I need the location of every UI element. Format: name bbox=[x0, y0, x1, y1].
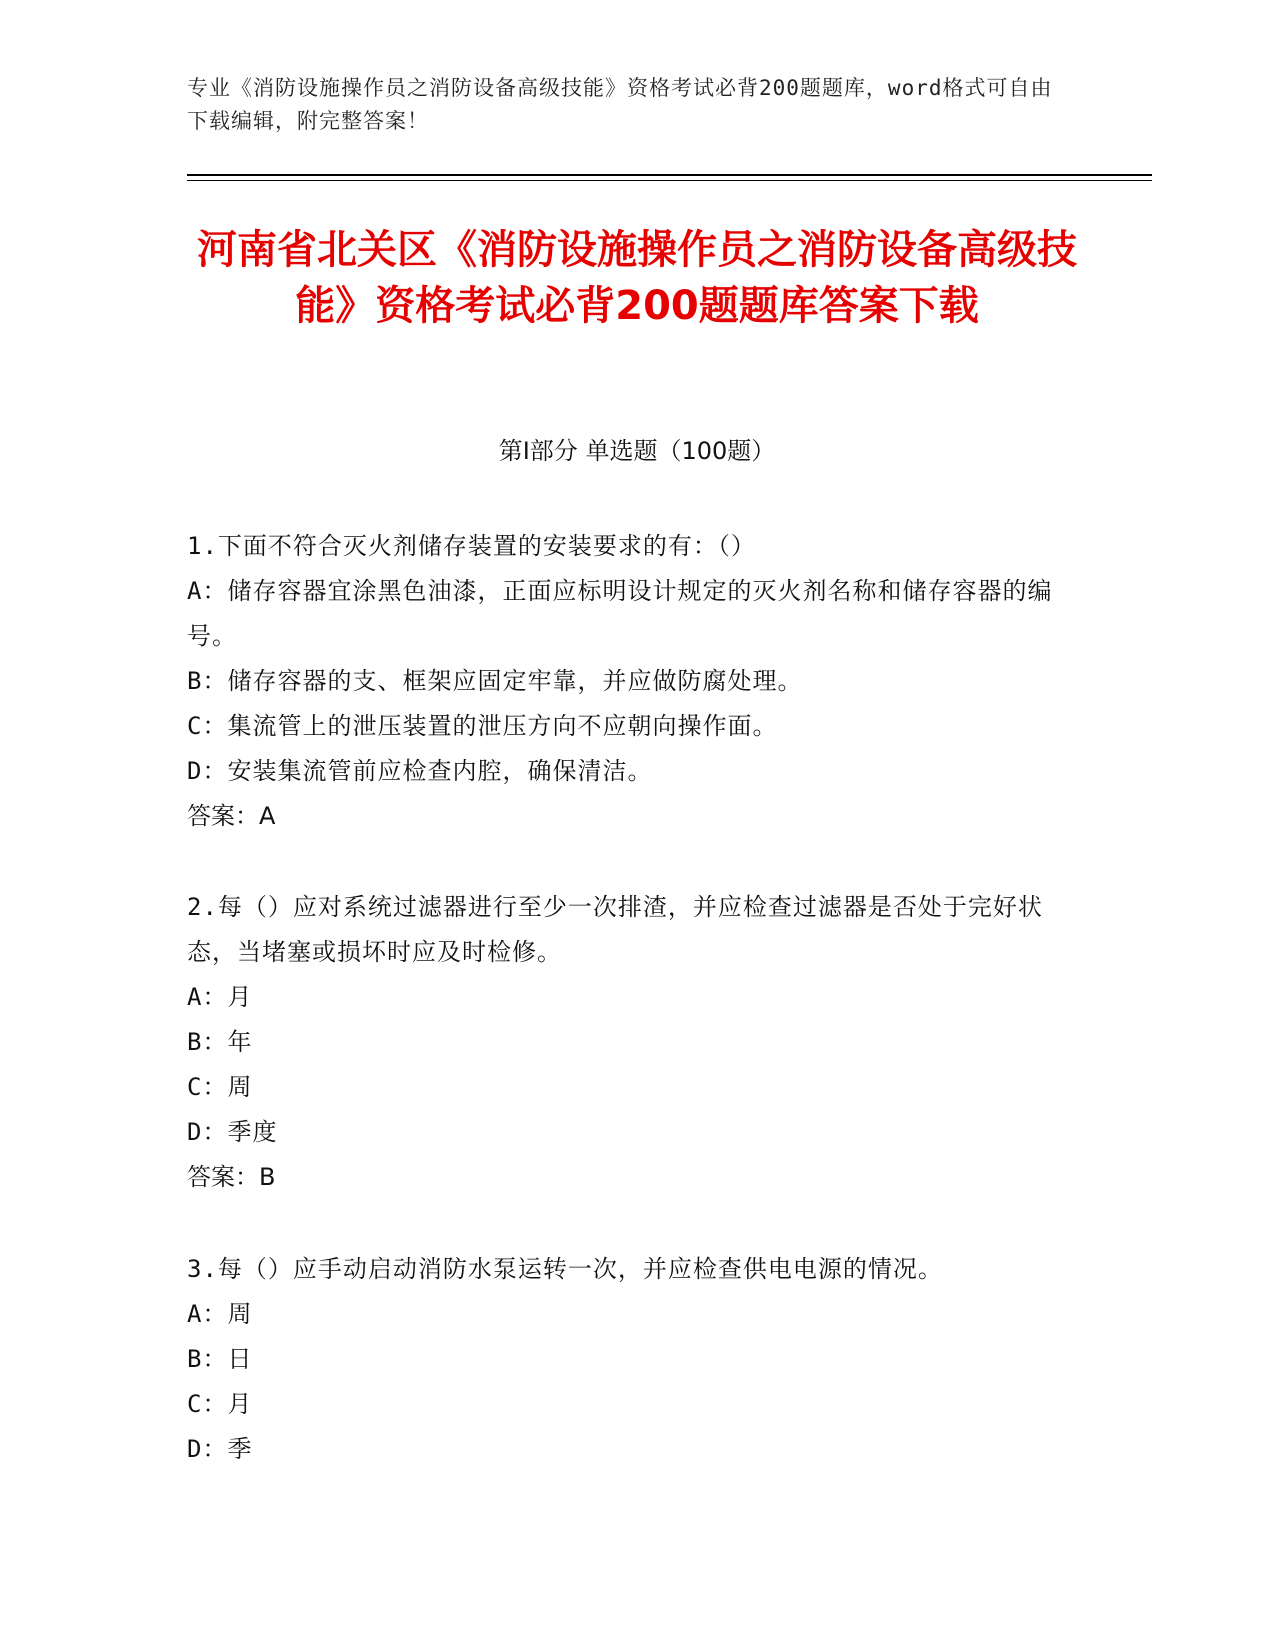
option-d: D：季 bbox=[187, 1435, 253, 1463]
option-d: D：季度 bbox=[187, 1118, 278, 1146]
header-note: 专业《消防设施操作员之消防设备高级技能》资格考试必背200题题库，word格式可自由下载编辑，附完整答案！ bbox=[187, 76, 1053, 133]
header-rule-thin bbox=[187, 180, 1152, 181]
option-c: C：月 bbox=[187, 1390, 253, 1418]
option-c: C：集流管上的泄压装置的泄压方向不应朝向操作面。 bbox=[187, 712, 778, 740]
question-stem: 1.下面不符合灭火剂储存装置的安装要求的有：（） bbox=[187, 532, 756, 560]
question-stem: 2.每（）应对系统过滤器进行至少一次排渣，并应检查过滤器是否处于完好状态，当堵塞或损坏时应及时检修。 bbox=[187, 893, 1043, 966]
option-a: A：周 bbox=[187, 1300, 253, 1328]
question-3 bbox=[187, 1247, 1067, 1472]
document-title: 河南省北关区《消防设施操作员之消防设备高级技能》资格考试必背200题题库答案下载 bbox=[197, 227, 1077, 329]
section-heading: 第I部分 单选题（100题） bbox=[498, 437, 776, 465]
question-2 bbox=[187, 885, 1067, 1200]
answer-line: 答案：A bbox=[187, 802, 276, 830]
option-b: B：储存容器的支、框架应固定牢靠，并应做防腐处理。 bbox=[187, 667, 803, 695]
question-stem: 3.每（）应手动启动消防水泵运转一次，并应检查供电电源的情况。 bbox=[187, 1255, 943, 1283]
option-b: B：日 bbox=[187, 1345, 253, 1373]
answer-line: 答案：B bbox=[187, 1163, 276, 1191]
option-c: C：周 bbox=[187, 1073, 253, 1101]
option-a: A：月 bbox=[187, 983, 253, 1011]
header-rule-thick bbox=[187, 174, 1152, 176]
question-1 bbox=[187, 524, 1067, 839]
option-d: D：安装集流管前应检查内腔，确保清洁。 bbox=[187, 757, 653, 785]
option-a: A：储存容器宜涂黑色油漆，正面应标明设计规定的灭火剂名称和储存容器的编号。 bbox=[187, 577, 1053, 650]
option-b: B：年 bbox=[187, 1028, 253, 1056]
